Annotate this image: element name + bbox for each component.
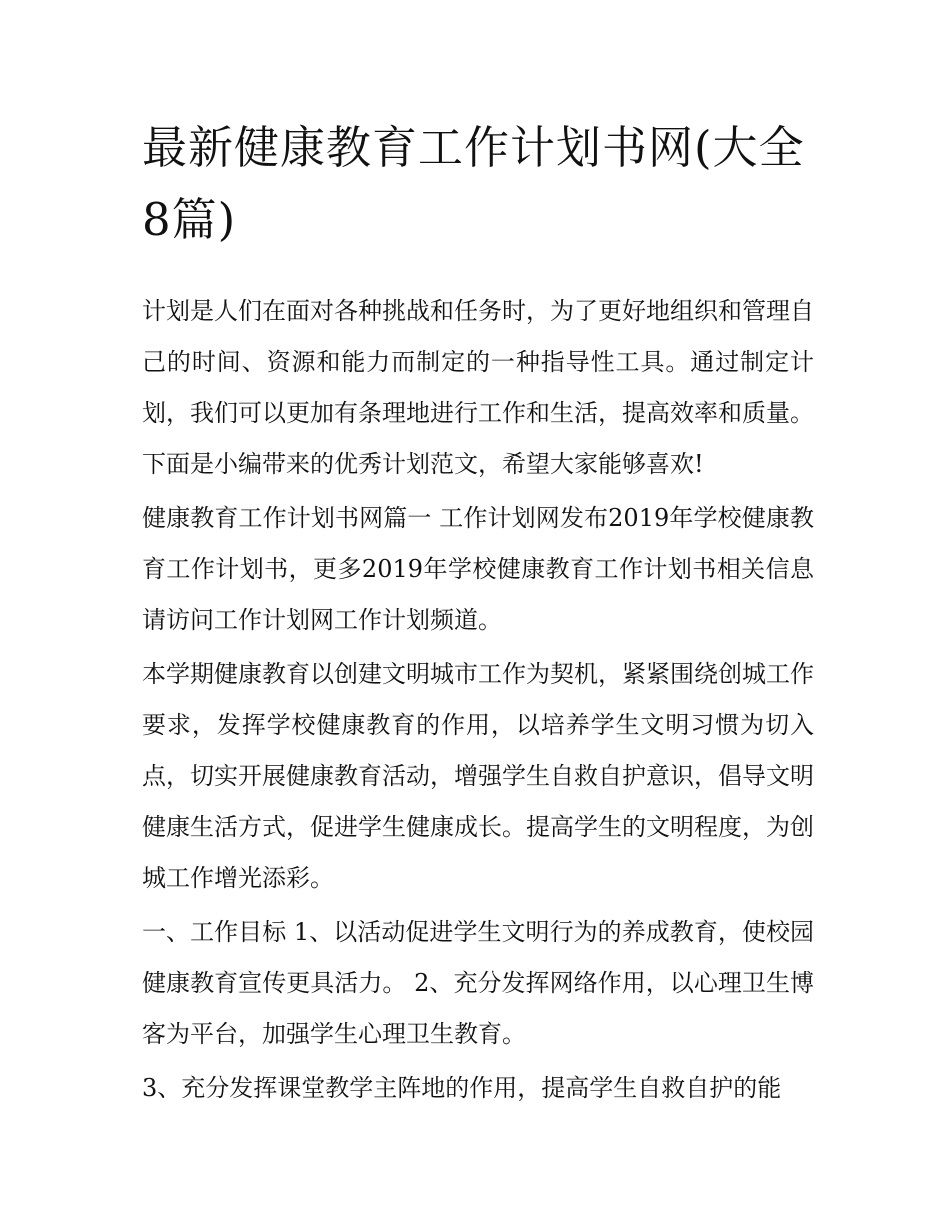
- document-body: [142, 286, 814, 1114]
- paragraph-intro: 计划是人们在面对各种挑战和任务时，为了更好地组织和管理自己的时间、资源和能力而制定的一种指导性工具。通过制定计划，我们可以更加有条理地进行工作和生活，提高效率和质量。下面是小编带来的优秀计划范文，希望大家能够喜欢!: [142, 297, 814, 478]
- document-page: [142, 112, 814, 1117]
- paragraph-article-one: 健康教育工作计划书网篇一 工作计划网发布2019年学校健康教育工作计划书，更多2019年学校健康教育工作计划书相关信息请访问工作计划网工作计划频道。: [142, 504, 814, 634]
- paragraph-work-targets: 一、工作目标 1、以活动促进学生文明行为的养成教育，使校园健康教育宣传更具活力。 2、充分发挥网络作用，以心理卫生博客为平台，加强学生心理卫生教育。: [142, 918, 814, 1048]
- paragraph-classroom: 3、充分发挥课堂教学主阵地的作用，提高学生自救自护的能: [142, 1074, 782, 1102]
- paragraph-semester-goal: 本学期健康教育以创建文明城市工作为契机，紧紧围绕创城工作要求，发挥学校健康教育的作用，以培养学生文明习惯为切入点，切实开展健康教育活动，增强学生自救自护意识，倡导文明健康生活方式，促进学生健康成长。提高学生的文明程度，为创城工作增光添彩。: [142, 660, 814, 892]
- document-title: 最新健康教育工作计划书网(大全8篇): [142, 121, 805, 246]
